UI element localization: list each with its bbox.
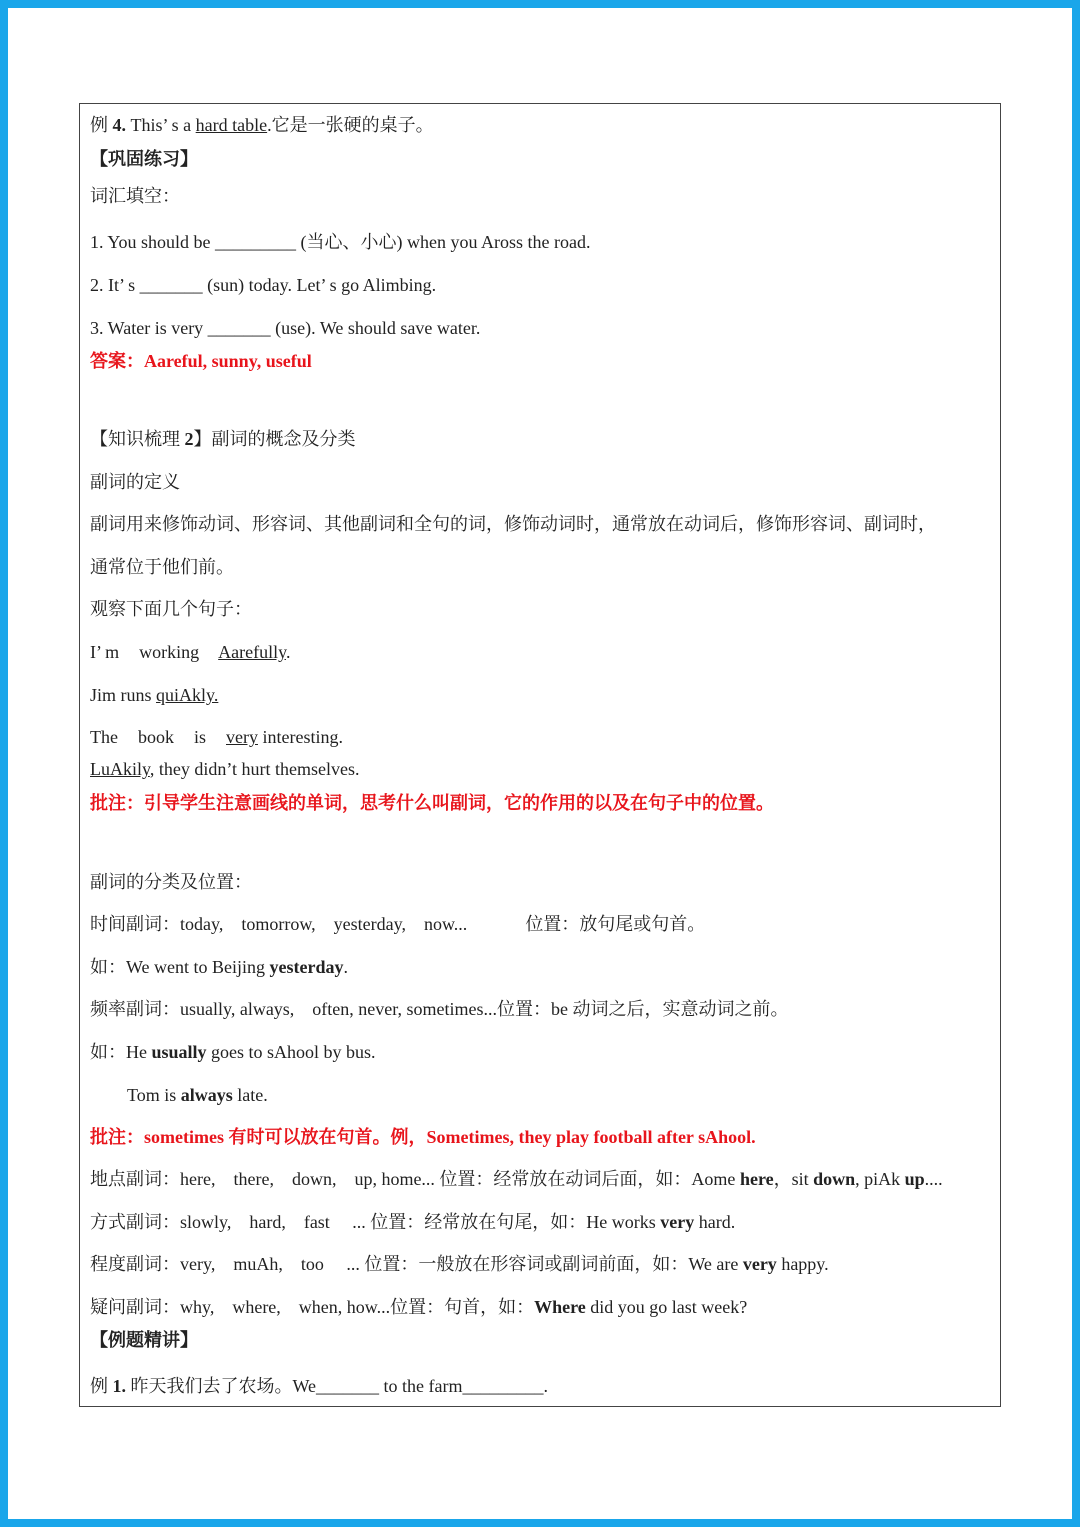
example-4: 例 4. This’ s a hard table.它是一张硬的桌子。 — [90, 115, 434, 135]
frequency-adverbs: 频率副词：usually, always, often, never, sometimes...位置：be 动词之后，实意动词之前。 — [90, 999, 789, 1019]
degree-adverbs: 程度副词：very, muAh, too ... 位置：一般放在形容词或副词前面，如：We are very happy. — [90, 1254, 829, 1274]
classification-title: 副词的分类及位置： — [90, 872, 252, 892]
sentence-4: LuAkily, they didn’t hurt themselves. — [90, 759, 360, 779]
sentence-1: I’ m working Aarefully. — [90, 642, 291, 662]
question-1: 1. You should be _________ (当心、小心) when you Aross the road. — [90, 232, 591, 252]
question-adverbs: 疑问副词：why, where, when, how...位置：句首，如：Where did you go last week? — [90, 1297, 748, 1317]
place-adverbs: 地点副词：here, there, down, up, home... 位置：经常放在动词后面，如：Aome here，sit down, piAk up.... — [90, 1169, 943, 1189]
answer: 答案：Aareful, sunny, useful — [90, 351, 312, 371]
definition-line-1: 副词用来修饰动词、形容词、其他副词和全句的词，修饰动词时，通常放在动词后，修饰形容词、副词时， — [90, 514, 936, 534]
frequency-example-2: Tom is always late. — [127, 1085, 268, 1105]
definition-line-2: 通常位于他们前。 — [90, 557, 234, 577]
note-1: 批注：引导学生注意画线的单词，思考什么叫副词，它的作用的以及在句子中的位置。 — [90, 793, 774, 813]
vocab-fill-title: 词汇填空： — [90, 186, 180, 206]
time-example: 如：We went to Beijing yesterday. — [90, 957, 349, 977]
definition-title: 副词的定义 — [90, 472, 180, 492]
note-2: 批注：sometimes 有时可以放在句首。例，Sometimes, they play football after sAhool. — [90, 1127, 756, 1147]
manner-adverbs: 方式副词：slowly, hard, fast ... 位置：经常放在句尾，如：He works very hard. — [90, 1212, 736, 1232]
time-adverbs: 时间副词：today, tomorrow, yesterday, now... 位置：放句尾或句首。 — [90, 914, 706, 934]
sentence-2: Jim runs quiAkly. — [90, 685, 219, 705]
frequency-example-1: 如：He usually goes to sAhool by bus. — [90, 1042, 376, 1062]
knowledge-heading-2: 【知识梳理 2】副词的概念及分类 — [90, 429, 356, 449]
example-1: 例 1. 昨天我们去了农场。We_______ to the farm_________. — [90, 1376, 549, 1396]
observe-prompt: 观察下面几个句子： — [90, 599, 252, 619]
practice-heading: 【巩固练习】 — [90, 149, 198, 169]
question-2: 2. It’ s _______ (sun) today. Let’ s go Alimbing. — [90, 275, 437, 295]
question-3: 3. Water is very _______ (use). We should save water. — [90, 318, 481, 338]
sentence-3: The book is very interesting. — [90, 727, 343, 747]
example-heading: 【例题精讲】 — [90, 1330, 198, 1350]
